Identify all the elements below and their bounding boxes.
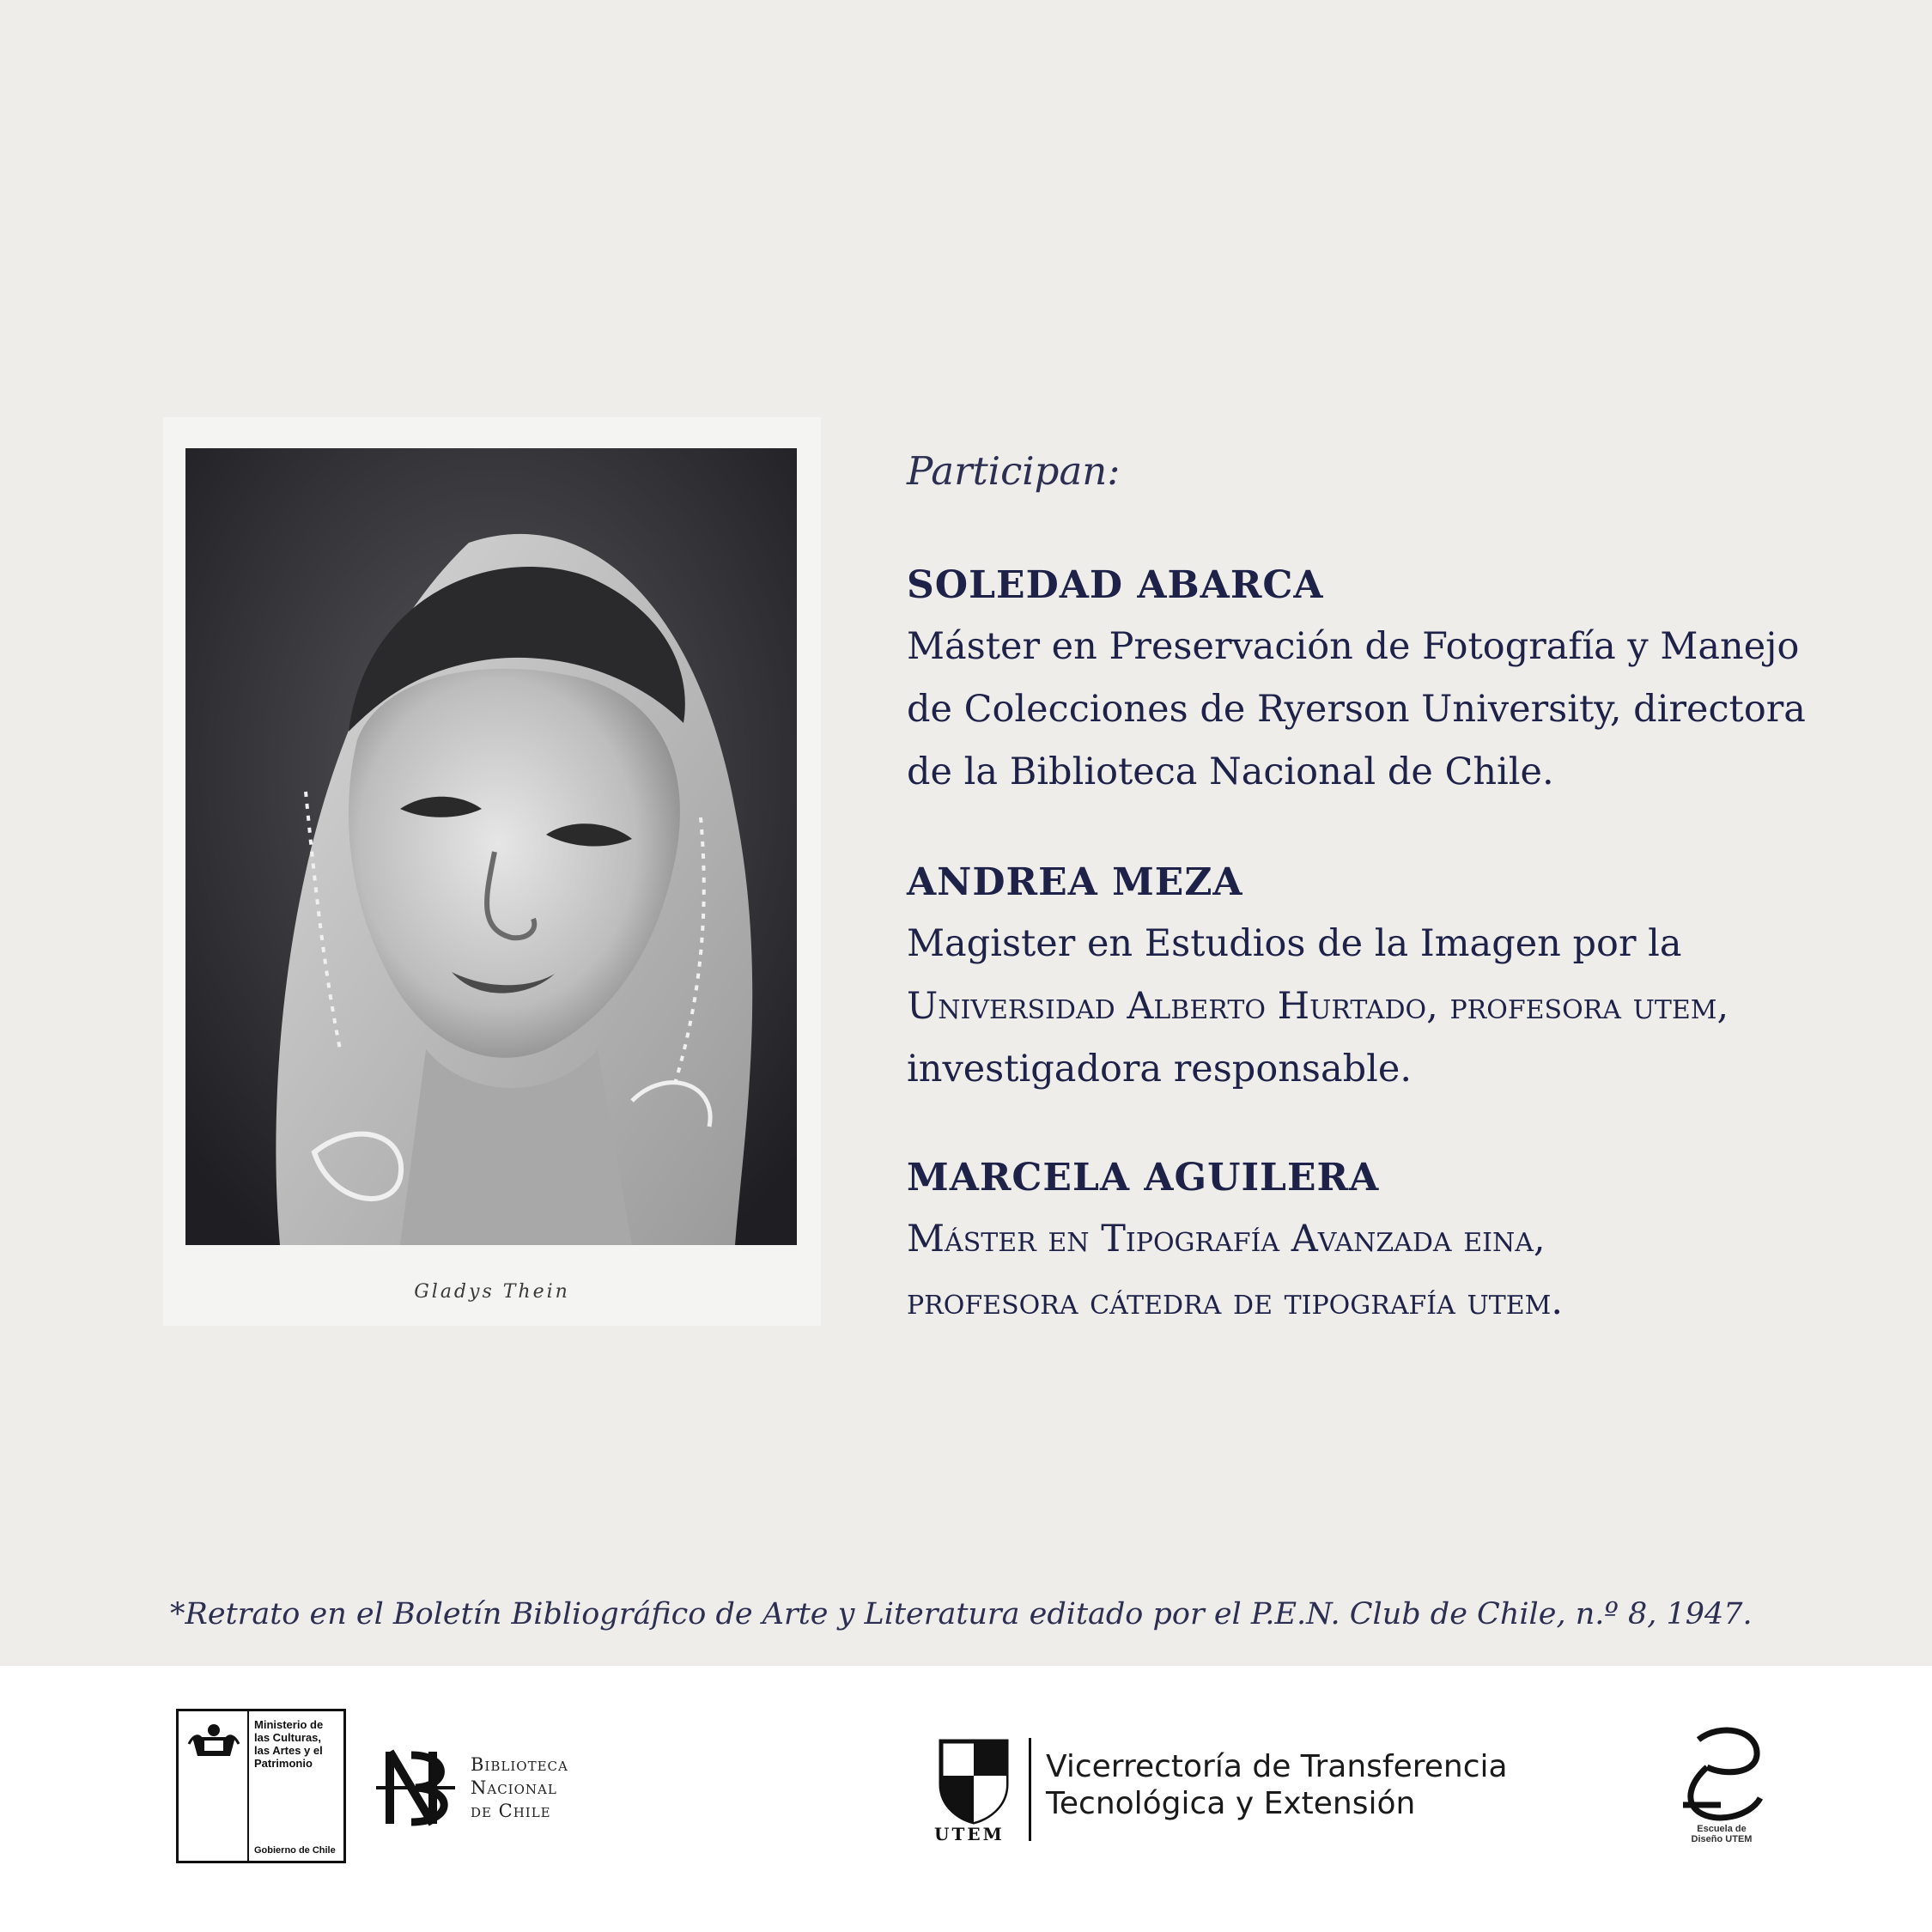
participant-name: ANDREA MEZA	[907, 860, 1243, 904]
participants-intro: Participan:	[907, 448, 1121, 494]
participant-name: SOLEDAD ABARCA	[907, 563, 1324, 607]
description-line: de Colecciones de Ryerson University, directora	[907, 688, 1806, 731]
portrait-photo	[185, 448, 797, 1245]
portrait-caption: Gladys Thein	[414, 1281, 570, 1303]
description-line: profesora cátedra de tipografía utem.	[907, 1280, 1564, 1323]
description-line: Magister en Estudios de la Imagen por la	[907, 922, 1682, 965]
utem-wordmark: UTEM	[934, 1824, 1005, 1844]
logo-divider	[1029, 1738, 1031, 1841]
participant-name: MARCELA AGUILERA	[907, 1156, 1380, 1200]
participant-description	[907, 616, 1806, 804]
biblioteca-nacional-text: Biblioteca Nacional de Chile	[471, 1754, 568, 1821]
portrait-card	[163, 417, 821, 1326]
ministerio-logo	[176, 1709, 346, 1863]
gobierno-label: Gobierno de Chile	[254, 1845, 336, 1856]
biblioteca-nacional-monogram-icon	[373, 1743, 459, 1832]
description-line: Máster en Tipografía Avanzada eina,	[907, 1218, 1546, 1261]
description-line: Universidad Alberto Hurtado, profesora utem,	[907, 985, 1729, 1028]
utem-shield-icon	[936, 1736, 1012, 1826]
description-line: Máster en Preservación de Fotografía y Manejo	[907, 625, 1800, 668]
description-line: de la Biblioteca Nacional de Chile.	[907, 750, 1554, 793]
chile-coat-of-arms-icon	[185, 1718, 242, 1761]
participant-description	[907, 913, 1765, 1101]
footnote: *Retrato en el Boletín Bibliográfico de Arte y Literatura editado por el P.E.N. Club de Chile, n.º 8, 1947.	[170, 1597, 1753, 1631]
ministerio-text: Ministerio de las Culturas, las Artes y el Patrimonio	[254, 1718, 324, 1770]
escuela-diseno-text: Escuela de Diseño UTEM	[1691, 1824, 1753, 1844]
participant-description	[907, 1208, 1765, 1334]
description-line: investigadora responsable.	[907, 1048, 1412, 1091]
vicerrectoria-text: Vicerrectoría de Transferencia Tecnológica y Extensión	[1046, 1749, 1508, 1821]
